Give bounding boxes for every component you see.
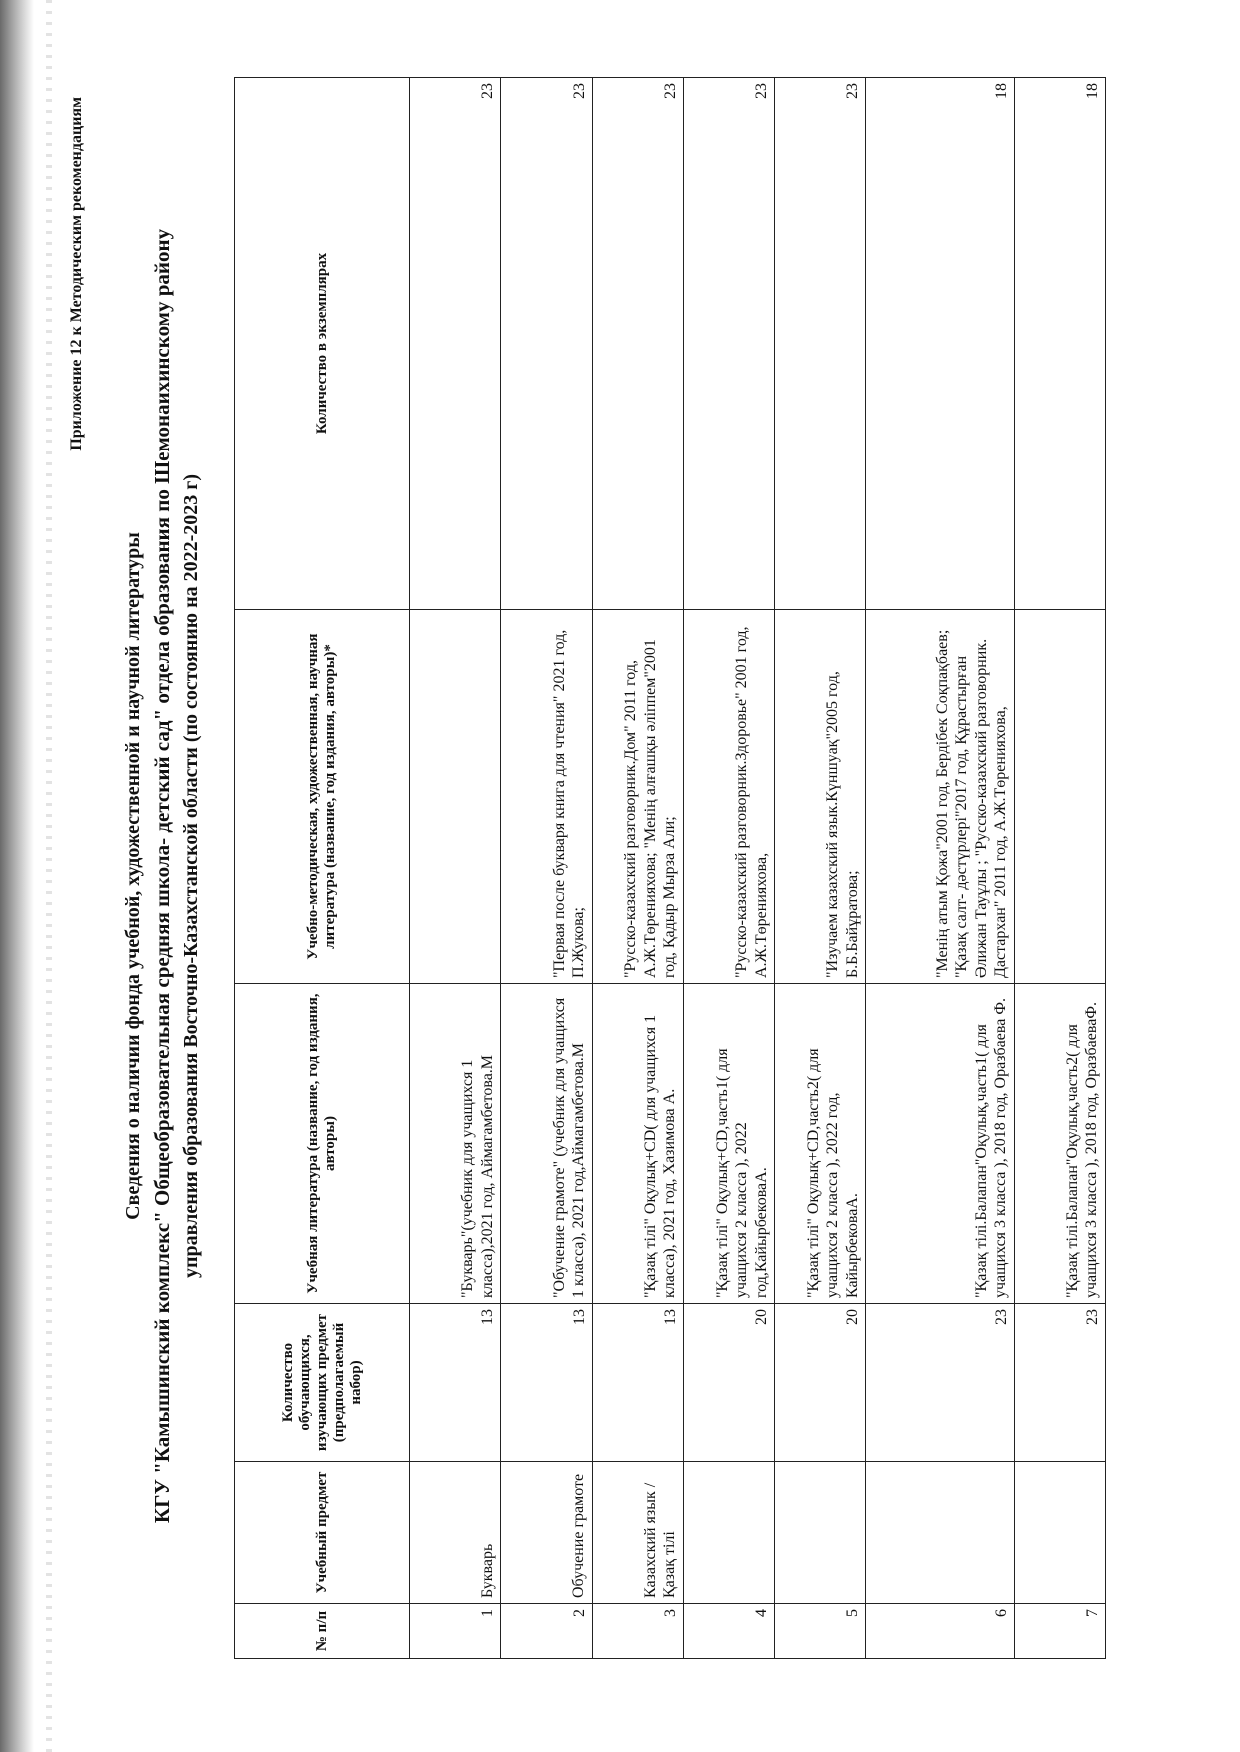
cell-subject: Казахский язык /Қазақ тілі <box>592 1462 683 1604</box>
cell-methodical: "Первая после букваря книга для чтения" 2021 год, П.Жукова; <box>501 610 592 984</box>
cell-subject: Обучение грамоте <box>501 1462 592 1604</box>
cell-subject <box>775 1462 866 1604</box>
document-title-line-1: Сведения о наличии фонда учебной, художественной и научной литературы <box>122 532 144 1220</box>
cell-copies: 23 <box>592 78 683 610</box>
header-number: № п/п <box>235 1604 410 1659</box>
table-row <box>775 78 866 1659</box>
cell-students: 23 <box>1014 1304 1105 1462</box>
cell-students: 13 <box>592 1304 683 1462</box>
cell-methodical <box>410 610 501 984</box>
cell-methodical: "Менің атым Қожа"2001 год, Бердібек Соқпақбаев; "Қазақ салт- дәстүрлері"2017 год, Құрастырған Әлижан Тауұлы ; "Русско-казахский разговорник. Дастархан" 2011 год, А.Ж.Төренияхова, <box>866 610 1014 984</box>
cell-copies: 23 <box>683 78 774 610</box>
cell-copies: 23 <box>410 78 501 610</box>
table-header-row <box>235 78 410 1659</box>
cell-students: 20 <box>683 1304 774 1462</box>
cell-textbook: "Қазақ тілі" Оқулық+CD( для учащихся 1 класса), 2021 год, Хазимова А. <box>592 984 683 1304</box>
table-row <box>683 78 774 1659</box>
cell-methodical: "Русско-казахский разговорник.Здоровье" 2001 год, А.Ж.Төренияхова, <box>683 610 774 984</box>
header-methodical: Учебно-методическая, художественная, научная литература (название, год издания, авторы)* <box>235 610 410 984</box>
cell-number: 4 <box>683 1604 774 1659</box>
cell-number: 5 <box>775 1604 866 1659</box>
cell-students: 23 <box>866 1304 1014 1462</box>
cell-textbook: "Қазақ тілі" Оқулық+CD,часть2( для учащихся 2 класса ), 2022 год, КайырбековаА. <box>775 984 866 1304</box>
cell-subject <box>866 1462 1014 1604</box>
cell-textbook: "Қазақ тілі.Балапан"Оқулық,часть2( для учащихся 3 класса ), 2018 год, ОразбаеваФ. <box>1014 984 1105 1304</box>
header-subject: Учебный предмет <box>235 1462 410 1604</box>
literature-table <box>234 77 1106 1659</box>
cell-subject: Букварь <box>410 1462 501 1604</box>
cell-number: 2 <box>501 1604 592 1659</box>
cell-textbook: "Қазақ тілі" Оқулық+CD,часть1( для учащихся 2 класса ), 2022 год,КайырбековаА. <box>683 984 774 1304</box>
cell-students: 13 <box>501 1304 592 1462</box>
cell-subject <box>1014 1462 1105 1604</box>
cell-number: 1 <box>410 1604 501 1659</box>
cell-copies: 18 <box>1014 78 1105 610</box>
cell-number: 6 <box>866 1604 1014 1659</box>
header-copies: Количество в экземплярах <box>235 78 410 610</box>
cell-copies: 23 <box>775 78 866 610</box>
cell-textbook: "Букварь"(учебник для учащихся 1 класса),2021 год, Аймагамбетова.М <box>410 984 501 1304</box>
document-title-line-2: КГУ "Камышинский комплекс" Общеобразовательная средняя школа- детский сад" отдела образования по Шемонаихинскому району <box>150 228 174 1524</box>
cell-methodical: "Русско-казахский разговорник.Дом" 2011 год, А.Ж.Төренияхова; "Менің алғашқы әліппем"2001 год, Қадыр Мырза Али; <box>592 610 683 984</box>
table-row <box>592 78 683 1659</box>
table-row <box>866 78 1014 1659</box>
cell-students: 13 <box>410 1304 501 1462</box>
cell-textbook: "Обучение грамоте" (учебник для учащихся 1 класса), 2021 год,Аймагамбетова.М <box>501 984 592 1304</box>
document-title-line-3: управления образования Восточно-Казахстанской области (по состоянию на 2022-2023 г) <box>180 473 202 1279</box>
cell-methodical <box>1014 610 1105 984</box>
cell-subject <box>683 1462 774 1604</box>
cell-number: 3 <box>592 1604 683 1659</box>
cell-copies: 23 <box>501 78 592 610</box>
table-row <box>410 78 501 1659</box>
appendix-note: Приложение 12 к Методическим рекомендациям <box>68 97 85 451</box>
header-textbook: Учебная литература (название, год издания, авторы) <box>235 984 410 1304</box>
cell-number: 7 <box>1014 1604 1105 1659</box>
table-row <box>1014 78 1105 1659</box>
cell-methodical: "Изучаем казахский язык.Күншуақ"2005 год, Б.Б.Байұратова; <box>775 610 866 984</box>
cell-textbook: "Қазақ тілі.Балапан"Оқулық,часть1( для учащихся 3 класса ), 2018 год, Оразбаева Ф. <box>866 984 1014 1304</box>
cell-students: 20 <box>775 1304 866 1462</box>
header-students: Количество обучающихся, изучающих предмет (предполагаемый набор) <box>235 1304 410 1462</box>
table-row <box>501 78 592 1659</box>
cell-copies: 18 <box>866 78 1014 610</box>
